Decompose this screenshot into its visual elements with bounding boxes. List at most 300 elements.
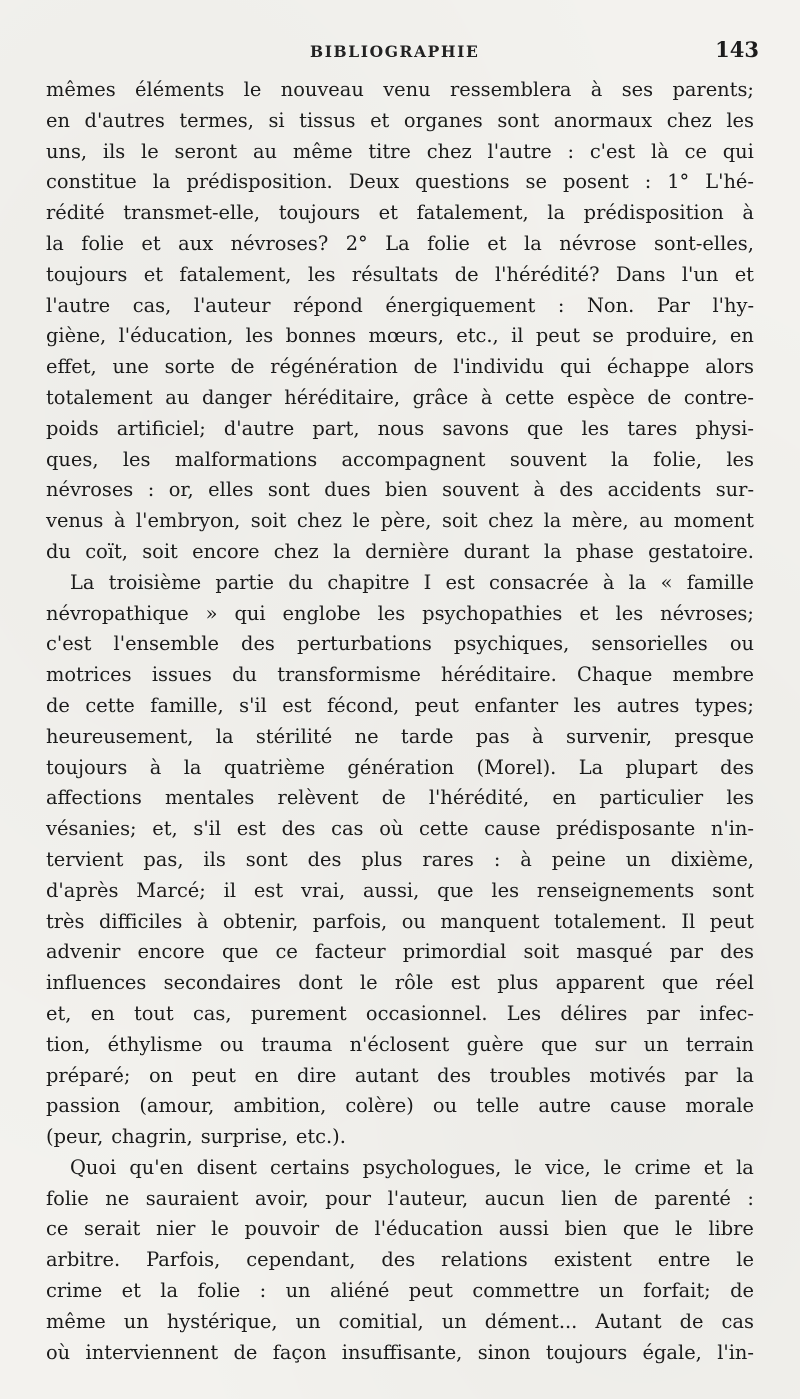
word: effet, <box>46 355 97 379</box>
word: nouveau <box>280 78 364 101</box>
text-line <box>46 845 754 876</box>
word: elles <box>208 478 254 502</box>
word: enfanter <box>474 693 559 717</box>
word: chagrin, <box>111 1125 193 1149</box>
word: sauraient <box>145 1186 239 1210</box>
word: telle <box>476 1094 520 1118</box>
word: tissus <box>299 108 356 132</box>
word: libre <box>708 1217 754 1241</box>
word: chapitre <box>327 570 410 594</box>
word: peut <box>709 909 754 933</box>
word: qui <box>559 355 592 379</box>
word: père, <box>380 509 432 533</box>
word: accidents <box>607 478 702 502</box>
word: affections <box>46 786 142 810</box>
text-line <box>46 1245 754 1276</box>
word: La <box>385 231 410 255</box>
word: membre <box>672 663 754 687</box>
word: les <box>307 262 336 286</box>
word: grâce <box>412 385 469 409</box>
word: les <box>573 693 602 717</box>
word: n'in- <box>710 817 754 841</box>
word: bien <box>385 478 428 502</box>
word: artificiel; <box>116 416 206 440</box>
word: d'autre <box>223 416 295 440</box>
word: La <box>578 755 604 779</box>
word: des <box>381 1248 416 1272</box>
word: primordial <box>402 940 507 964</box>
text-line <box>46 1214 754 1245</box>
word: et, <box>152 817 178 841</box>
word: danger <box>201 385 272 409</box>
word: un <box>598 1279 624 1303</box>
word: purement <box>250 1001 347 1025</box>
word: colère) <box>345 1094 414 1118</box>
word: névroses <box>46 478 134 502</box>
word: psychiques, <box>453 632 570 656</box>
word: préparé; <box>46 1063 131 1087</box>
word: motivés <box>589 1063 666 1087</box>
text-line <box>46 568 754 599</box>
word: bonnes <box>285 324 357 348</box>
word: se <box>525 170 547 194</box>
word: trauma <box>261 1032 333 1056</box>
word: Non. <box>586 293 635 317</box>
word: et <box>734 262 754 286</box>
word: psychologues, <box>362 1155 502 1179</box>
text-line <box>46 968 754 999</box>
word: délires <box>560 1001 628 1025</box>
word: aux <box>178 231 214 255</box>
word: névroses? <box>230 231 329 255</box>
text-line <box>46 106 754 137</box>
word: les <box>122 447 151 471</box>
word: fécond, <box>327 693 400 717</box>
word: là <box>651 139 669 163</box>
text-line <box>46 475 754 506</box>
word: Il <box>681 909 696 933</box>
word: famille <box>686 570 754 594</box>
word: parfois, <box>312 909 388 933</box>
word: fatalement, <box>416 201 529 225</box>
word: la <box>46 231 64 255</box>
word: cas <box>331 817 364 841</box>
word: sont-elles, <box>653 231 754 255</box>
word: les <box>245 324 274 348</box>
word: des <box>437 1063 471 1087</box>
word: insuffisante, <box>341 1340 463 1364</box>
word: un <box>643 1032 669 1056</box>
text-line <box>46 1184 754 1215</box>
word: prédisposition. <box>186 170 333 194</box>
word: à <box>196 909 209 933</box>
word: le <box>359 971 378 995</box>
word: chez <box>296 509 342 533</box>
word: organes <box>403 108 483 132</box>
word: crime <box>634 1155 691 1179</box>
word: à <box>602 570 615 594</box>
word: nous <box>377 416 425 440</box>
word: la <box>524 231 542 255</box>
word: existent <box>553 1248 632 1272</box>
text-line <box>46 599 754 630</box>
word: cette <box>85 693 135 717</box>
word: ques, <box>46 447 99 471</box>
word: sur <box>594 1032 627 1056</box>
word: crime <box>46 1279 103 1303</box>
word: L'hé- <box>705 170 754 194</box>
word: troubles <box>489 1063 571 1087</box>
word: parents; <box>672 78 754 101</box>
word: pour <box>325 1186 372 1210</box>
word: les <box>615 601 644 625</box>
word: « <box>660 570 673 594</box>
text-line <box>46 907 754 938</box>
word: un <box>285 1279 311 1303</box>
word: transformisme <box>277 663 421 687</box>
word: seront <box>174 139 238 163</box>
word: même <box>292 139 353 163</box>
word: relations <box>441 1248 528 1272</box>
word: parenté <box>654 1186 731 1210</box>
word: de <box>679 1309 704 1333</box>
word: l'individu <box>453 355 545 379</box>
word: dément... <box>484 1309 578 1333</box>
word: à <box>590 78 603 101</box>
word: constitue <box>46 170 137 194</box>
word: soit <box>142 539 178 563</box>
page-header <box>40 36 765 68</box>
text-line <box>46 383 754 414</box>
word: facteur <box>314 940 386 964</box>
word: où <box>46 1340 71 1364</box>
word: la <box>547 201 566 225</box>
word: en <box>552 786 577 810</box>
word: si <box>268 108 285 132</box>
word: : <box>567 139 575 163</box>
text-line <box>46 1153 754 1184</box>
text-line <box>46 1338 754 1369</box>
word: façon <box>272 1340 327 1364</box>
word: le <box>514 1155 533 1179</box>
word: 1° <box>667 170 690 194</box>
word: La <box>70 570 95 594</box>
word: soit <box>441 509 478 533</box>
word: commettre <box>472 1279 580 1303</box>
word: que <box>527 416 564 440</box>
word: se <box>592 324 614 348</box>
word: un <box>123 1309 149 1333</box>
word: sorte <box>164 355 215 379</box>
word: énergiquement <box>385 293 536 317</box>
word: mère, <box>571 509 629 533</box>
word: quatrième <box>223 755 325 779</box>
word: et <box>121 1279 141 1303</box>
word: mœurs, <box>368 324 444 348</box>
word: d'autres <box>84 108 165 132</box>
word: vrai, <box>300 878 346 902</box>
body-text <box>46 75 754 1368</box>
word: encore <box>137 940 205 964</box>
word: infec- <box>699 1001 754 1025</box>
word: Dans <box>615 262 666 286</box>
text-line <box>46 321 754 352</box>
word: et, <box>46 1001 72 1025</box>
word: l'hérédité? <box>494 262 600 286</box>
word: fatalement, <box>179 262 292 286</box>
word: ou <box>219 1032 244 1056</box>
word: termes, <box>179 108 254 132</box>
word: stérilité <box>255 724 333 748</box>
word: cas, <box>193 1001 232 1025</box>
word: les <box>491 878 520 902</box>
word: de <box>381 786 406 810</box>
word: la <box>611 447 629 471</box>
word: le <box>243 78 262 101</box>
word: troisième <box>108 570 202 594</box>
text-line <box>46 291 754 322</box>
word: les <box>377 601 406 625</box>
word: en <box>46 108 70 132</box>
word: de <box>647 385 672 409</box>
word: et <box>579 601 599 625</box>
word: un <box>295 1309 321 1333</box>
word: et <box>370 108 390 132</box>
word: masqué <box>576 940 653 964</box>
word: névrose <box>559 231 637 255</box>
word: du <box>288 570 314 594</box>
word: il <box>511 324 524 348</box>
text-line <box>46 722 754 753</box>
word: Les <box>506 1001 542 1025</box>
word: poids <box>46 416 99 440</box>
word: bien <box>564 1217 608 1241</box>
text-line <box>46 937 754 968</box>
word: qui <box>722 139 754 163</box>
word: folie <box>197 1279 241 1303</box>
word: (Morel). <box>476 755 557 779</box>
text-line <box>46 814 754 845</box>
word: advenir <box>46 940 121 964</box>
word: sinon <box>477 1340 531 1364</box>
word: dont <box>298 971 343 995</box>
word: héréditaire. <box>441 663 557 687</box>
word: l'hy- <box>712 293 754 317</box>
word: lien <box>561 1186 598 1210</box>
word: de <box>334 1217 359 1241</box>
word: tout <box>133 1001 174 1025</box>
word: l'éducation <box>374 1217 484 1241</box>
word: difficiles <box>99 909 183 933</box>
word: la <box>543 539 562 563</box>
word: folie <box>81 231 124 255</box>
word: sensorielles <box>591 632 708 656</box>
word: disent <box>196 1155 257 1179</box>
word: cause <box>610 1094 667 1118</box>
word: : <box>557 293 565 317</box>
word: d'après <box>46 878 119 902</box>
word: c'est <box>46 632 92 656</box>
word: la <box>333 539 351 563</box>
word: uns, <box>46 139 88 163</box>
word: l'ensemble <box>113 632 219 656</box>
running-head: BIBLIOGRAPHIE <box>310 42 480 61</box>
word: l'autre <box>46 293 111 317</box>
word: relèvent <box>277 786 359 810</box>
word: prédisposition <box>583 201 724 225</box>
text-line <box>46 167 754 198</box>
word: folie, <box>653 447 703 471</box>
word: presque <box>674 724 754 748</box>
word: avoir, <box>255 1186 309 1210</box>
word: au <box>165 385 190 409</box>
word: sont <box>497 108 540 132</box>
word: il <box>223 878 237 902</box>
word: c'est <box>589 139 636 163</box>
word: part, <box>312 416 360 440</box>
text-line <box>46 198 754 229</box>
word: surprise, <box>200 1125 288 1149</box>
text-line <box>46 1307 754 1338</box>
word: toujours <box>278 201 361 225</box>
word: ils <box>203 847 226 871</box>
word: éthylisme <box>107 1032 203 1056</box>
word: à <box>533 478 545 502</box>
word: moment <box>673 509 754 533</box>
word: renseignements <box>536 878 695 902</box>
word: la <box>215 724 234 748</box>
text-line <box>46 445 754 476</box>
word: chez <box>666 108 712 132</box>
word: aussi <box>498 1217 549 1241</box>
word: de <box>230 355 255 379</box>
word: interviennent <box>85 1340 219 1364</box>
word: plus <box>497 971 539 995</box>
word: le <box>141 139 159 163</box>
word: mentales <box>164 786 255 810</box>
word: est <box>282 693 312 717</box>
word: motrices <box>46 663 132 687</box>
word: l'autre <box>487 139 552 163</box>
word: souvent <box>509 447 587 471</box>
text-line <box>46 783 754 814</box>
word: le <box>674 1217 693 1241</box>
text-line <box>46 999 754 1030</box>
word: chez <box>426 139 472 163</box>
text-line <box>46 1061 754 1092</box>
word: les <box>726 786 754 810</box>
word: etc.). <box>295 1125 346 1149</box>
word: questions <box>415 170 510 194</box>
word: rôle <box>394 971 434 995</box>
word: régénération <box>270 355 398 379</box>
word: au <box>639 509 664 533</box>
text-line <box>46 75 754 106</box>
word: toujours <box>46 262 128 286</box>
word: les <box>726 108 754 132</box>
word: terrain <box>685 1032 754 1056</box>
text-line <box>46 1122 754 1153</box>
word: névropathique <box>46 601 189 625</box>
word: par <box>684 1063 718 1087</box>
word: rédité <box>46 201 105 225</box>
word: folie <box>427 231 470 255</box>
word: pas, <box>143 847 184 871</box>
word: en <box>90 1001 115 1025</box>
word: à <box>149 755 162 779</box>
word: alors <box>705 355 754 379</box>
word: qui <box>234 601 266 625</box>
word: la <box>160 1279 179 1303</box>
word: peut <box>414 693 459 717</box>
word: entre <box>657 1248 711 1272</box>
word: » <box>205 601 218 625</box>
word: prédisposante <box>556 817 696 841</box>
word: occasionnel. <box>365 1001 488 1025</box>
word: aliéné <box>329 1279 390 1303</box>
word: le <box>736 1248 754 1272</box>
text-line <box>46 691 754 722</box>
word: peine <box>551 847 606 871</box>
word: toujours <box>46 755 128 779</box>
word: ce <box>275 940 298 964</box>
word: ou <box>729 632 754 656</box>
word: secondaires <box>163 971 281 995</box>
word: particulier <box>599 786 704 810</box>
text-line <box>46 229 754 260</box>
word: en <box>254 1063 279 1087</box>
word: par <box>669 940 703 964</box>
word: ressemblera <box>449 78 572 101</box>
word: la <box>152 170 171 194</box>
word: venu <box>383 78 431 101</box>
word: aussi, <box>362 878 420 902</box>
word: ses <box>621 78 654 101</box>
word: par <box>646 1001 680 1025</box>
word: de <box>46 693 70 717</box>
word: peut <box>191 1063 236 1087</box>
word: est <box>450 971 481 995</box>
text-line <box>46 629 754 660</box>
word: est <box>445 570 475 594</box>
word: titre <box>368 139 411 163</box>
word: types; <box>694 693 754 717</box>
word: plus <box>361 847 403 871</box>
word: forfait; <box>643 1279 711 1303</box>
word: l'un <box>681 262 719 286</box>
word: l'embryon, <box>135 509 241 533</box>
word: : <box>259 1279 267 1303</box>
word: très <box>46 909 85 933</box>
word: chez <box>273 539 319 563</box>
word: savons <box>442 416 509 440</box>
word: que <box>540 1032 578 1056</box>
word: pouvoir <box>244 1217 320 1241</box>
word: arbitre. <box>46 1248 121 1272</box>
word: à <box>742 201 754 225</box>
word: des <box>720 755 754 779</box>
word: mêmes <box>46 78 116 101</box>
word: ce <box>46 1217 69 1241</box>
word: giène, <box>46 324 107 348</box>
word: folie <box>46 1186 89 1210</box>
word: venus <box>46 509 104 533</box>
word: est <box>236 817 266 841</box>
word: de <box>413 355 438 379</box>
text-line <box>46 753 754 784</box>
word: peut <box>408 1279 453 1303</box>
word: Chaque <box>577 663 653 687</box>
